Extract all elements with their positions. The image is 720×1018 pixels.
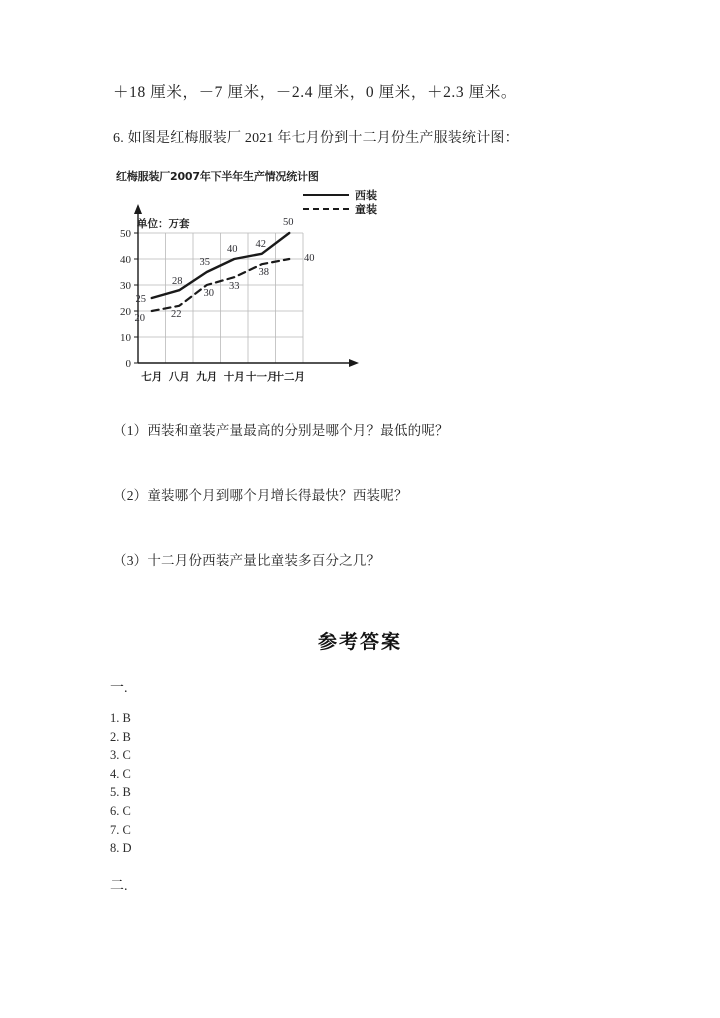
data-point-label: 40 <box>227 244 238 255</box>
x-axis-arrow <box>349 359 359 367</box>
legend-label-childrenswear: 童装 <box>355 203 377 216</box>
data-point-label: 30 <box>203 288 214 299</box>
legend-label-suits: 西装 <box>355 189 377 202</box>
x-tick-label: 九月 <box>196 371 218 383</box>
y-tick-label: 0 <box>125 358 131 370</box>
y-tick-label: 10 <box>120 332 131 344</box>
data-point-label: 20 <box>134 313 145 324</box>
data-point-label: 42 <box>255 238 266 250</box>
data-point-label: 38 <box>258 267 269 279</box>
statistics-chart-figure <box>113 168 413 393</box>
sub-question-1: （1）西装和童装产量最高的分别是哪个月？最低的呢？ <box>113 423 449 438</box>
sub-question-3: （3）十二月份西装产量比童装多百分之几？ <box>113 553 381 568</box>
chart-plot <box>113 168 413 393</box>
x-tick-label: 十一月 <box>246 371 278 383</box>
y-tick-label: 40 <box>120 254 131 266</box>
chart-unit-label: 单位：万套 <box>137 218 190 230</box>
y-tick-label: 50 <box>120 228 131 240</box>
x-tick-label: 七月 <box>141 371 163 383</box>
y-tick-label: 30 <box>120 280 131 292</box>
question-6-stem: 6. 如图是红梅服装厂 2021 年七月份到十二月份生产服装统计图： <box>113 131 519 146</box>
answer-item: 8. D <box>110 841 132 856</box>
y-tick-label: 20 <box>120 306 131 318</box>
section-one-marker: 一. <box>110 681 128 696</box>
data-point-label: 28 <box>172 276 183 288</box>
data-point-label: 50 <box>283 217 294 228</box>
answer-item: 4. C <box>110 766 131 781</box>
section-two-marker: 二. <box>110 879 128 894</box>
data-point-label: 35 <box>199 257 210 268</box>
data-point-label: 40 <box>304 253 315 264</box>
answer-item: 2. B <box>110 729 131 744</box>
y-axis-arrow <box>134 204 142 214</box>
x-tick-label: 八月 <box>168 371 190 383</box>
x-tick-label: 十月 <box>223 371 245 383</box>
answers-heading: 参考答案 <box>317 631 402 653</box>
x-tick-label: 十二月 <box>273 371 305 383</box>
chart-title: 红梅服装厂2007年下半年生产情况统计图 <box>116 170 319 183</box>
answer-item: 5. B <box>110 785 131 800</box>
answer-list <box>110 709 132 858</box>
answer-item: 1. B <box>110 711 131 725</box>
data-point-label: 33 <box>229 281 240 293</box>
sub-question-2: （2）童装哪个月到哪个月增长得最快？西装呢？ <box>113 488 408 503</box>
data-point-label: 22 <box>171 308 182 320</box>
data-point-label: 25 <box>135 294 146 305</box>
answer-item: 6. C <box>110 803 131 818</box>
answer-item: 3. C <box>110 748 131 763</box>
measures-line: ＋18 厘米，－7 厘米，－2.4 厘米，0 厘米，＋2.3 厘米。 <box>113 84 518 101</box>
answer-item: 7. C <box>110 822 131 837</box>
